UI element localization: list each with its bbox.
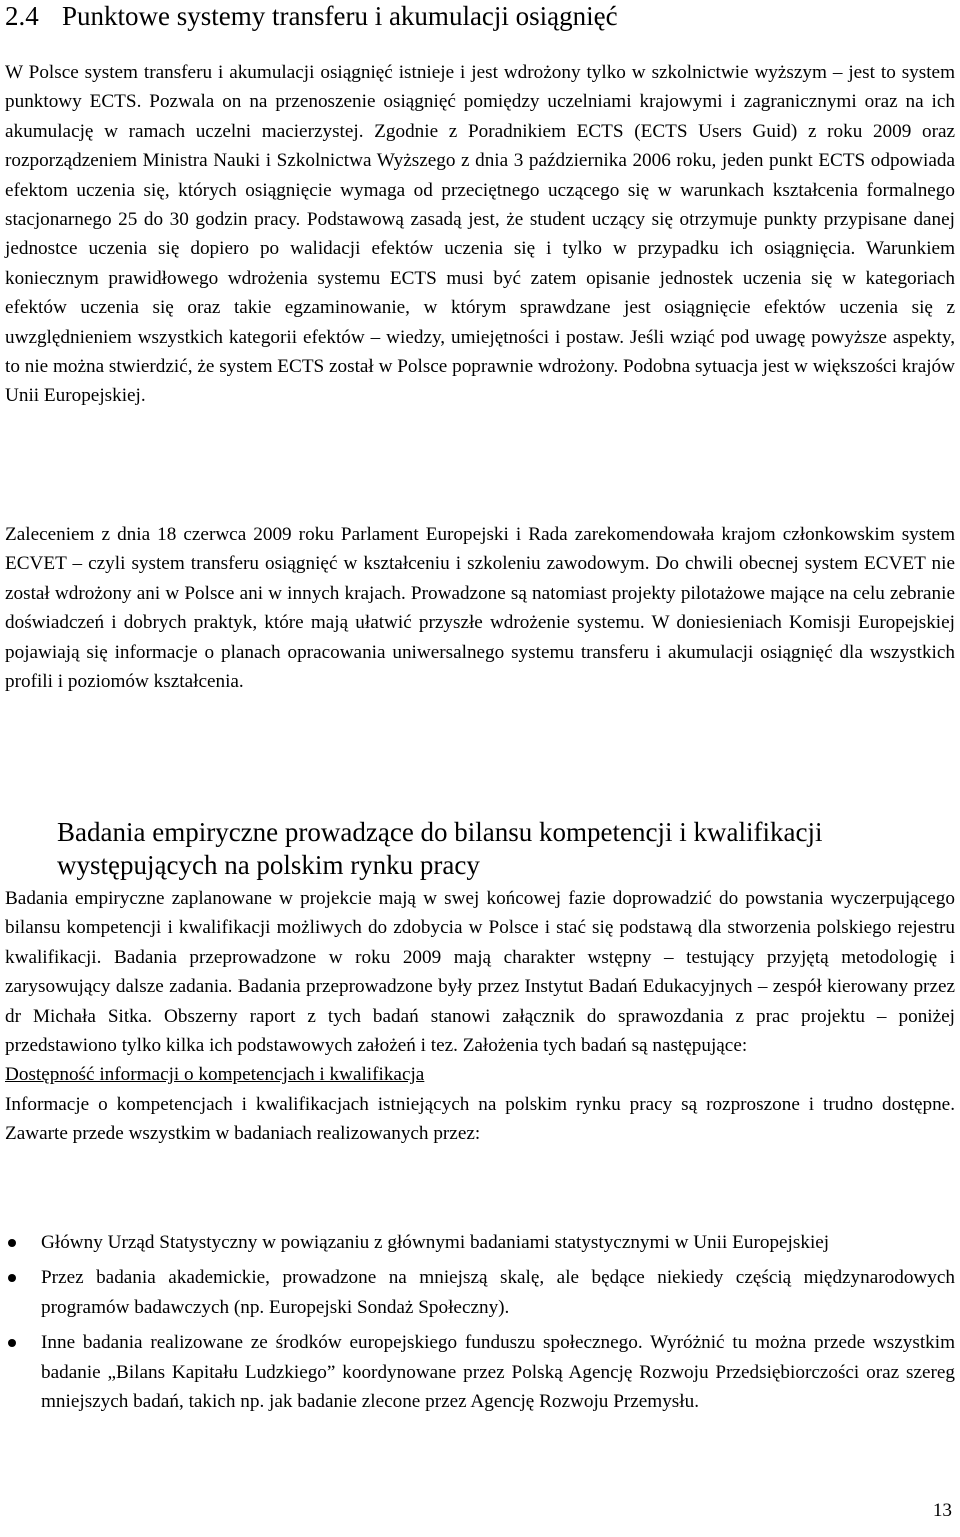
list-item-text: Przez badania akademickie, prowadzone na mniejszą skalę, ale będące niekiedy częścią międzynarodowych programów badawczych (np. Europejski Sondaż Społeczny). <box>41 1267 955 1318</box>
list-item <box>5 1228 955 1257</box>
sources-list <box>5 1228 955 1422</box>
section-2-4-number: 2.4 <box>5 1 39 31</box>
bullet-icon <box>8 1274 16 1282</box>
list-item-text: Główny Urząd Statystyczny w powiązaniu z głównymi badaniami statystycznymi w Unii Europejskiej <box>41 1232 830 1253</box>
section-2-5-number <box>5 816 57 849</box>
bullet-icon <box>8 1239 16 1247</box>
section-2-5-title: Badania empiryczne prowadzące do bilansu kompetencji i kwalifikacji występujących na polskim rynku pracy <box>57 817 823 880</box>
section-2-4-title: Punktowe systemy transferu i akumulacji osiągnięć <box>62 1 618 31</box>
bullet-icon <box>8 1339 16 1347</box>
paragraph-research: Badania empiryczne zaplanowane w projekcie mają w swej końcowej fazie doprowadzić do powstania wyczerpującego bilansu kompetencji i kwalifikacji możliwych do zdobycia w Polsce i stać się podstawą dla stworzenia polskiego rejestru kwalifikacji. Badania przeprowadzone w roku 2009 mają charakter wstępny – testujący przyjętą metodologię i zarysowujący dalsze zadania. Badania przeprowadzone były przez Instytut Badań Edukacyjnych – zespół kierowany przez dr Michała Sitka. Obszerny raport z tych badań stanowi załącznik do sprawozdania z prac projektu – poniżej przedstawiono tylko kilka ich podstawowych założeń i tez. Założenia tych badań są następujące: <box>5 888 955 1057</box>
list-item <box>5 1328 955 1416</box>
page-number: 13 <box>932 1500 952 1521</box>
subheading-availability-text: Dostępność informacji o kompetencjach i kwalifikacja <box>5 1064 425 1086</box>
paragraph-ects: W Polsce system transferu i akumulacji osiągnięć istnieje i jest wdrożony tylko w szkolnictwie wyższym – jest to system punktowy ECTS. Pozwala on na przenoszenie osiągnięć pomiędzy uczelniami krajowymi i zagranicznymi oraz na ich akumulację w ramach uczelni macierzystej. Zgodnie z Poradnikiem ECTS (ECTS Users Guid) z roku 2009 oraz rozporządzeniem Ministra Nauki i Szkolnictwa Wyższego z dnia 3 października 2006 roku, jeden punkt ECTS odpowiada efektom uczenia się, których osiągnięcie wymaga od przeciętnego uczącego się w warunkach kształcenia formalnego stacjonarnego 25 do 30 godzin pracy. Podstawową zasadą jest, że student uczący się otrzymuje punkty przypisane danej jednostce uczenia się dopiero po walidacji efektów uczenia się i tylko w przypadku ich osiągnięcia. Warunkiem koniecznym prawidłowego wdrożenia systemu ECTS musi być zatem opisanie jednostek uczenia się w kategoriach efektów uczenia się oraz takie egzaminowanie, w którym sprawdzane jest osiągnięcie efektów uczenia się z uwzględnieniem wszystkich kategorii efektów – wiedzy, umiejętności i postaw. Jeśli wziąć pod uwagę powyższe aspekty, to nie można stwierdzić, że system ECTS został w Polsce poprawnie wdrożony. Podobna sytuacja jest w większości krajów Unii Europejskiej. <box>5 62 955 407</box>
subheading-availability <box>5 1060 955 1089</box>
list-item <box>5 1263 955 1322</box>
paragraph-ecvet: Zaleceniem z dnia 18 czerwca 2009 roku Parlament Europejski i Rada zarekomendowała krajom członkowskim system ECVET – czyli system transferu osiągnięć w kształceniu i szkoleniu zawodowym. Do chwili obecnej system ECVET nie został wdrożony ani w Polsce ani w innych krajach. Prowadzone są natomiast projekty pilotażowe mające na celu zebranie doświadczeń i dobrych praktyk, które mają ułatwić przyszłe wdrożenie systemu. W doniesieniach Komisji Europejskiej pojawiają się informacje o planach opracowania uniwersalnego systemu transferu i akumulacji osiągnięć dla wszystkich profili i poziomów kształcenia. <box>5 524 955 693</box>
paragraph-research-block <box>5 884 955 1149</box>
paragraph-information: Informacje o kompetencjach i kwalifikacjach istniejących na polskim rynku pracy są rozproszone i trudno dostępne. Zawarte przede wszystkim w badaniach realizowanych przez: <box>5 1093 955 1145</box>
list-item-text: Inne badania realizowane ze środków europejskiego funduszu społecznego. Wyróżnić tu można przede wszystkim badanie „Bilans Kapitału Ludzkiego” koordynowane przez Polską Agencję Rozwoju Przedsiębiorczości oraz szereg mniejszych badań, takich np. jak badanie zlecone przez Agencję Rozwoju Przemysłu. <box>41 1332 955 1413</box>
section-2-4-heading <box>5 0 618 33</box>
section-2-5-heading <box>5 816 955 882</box>
